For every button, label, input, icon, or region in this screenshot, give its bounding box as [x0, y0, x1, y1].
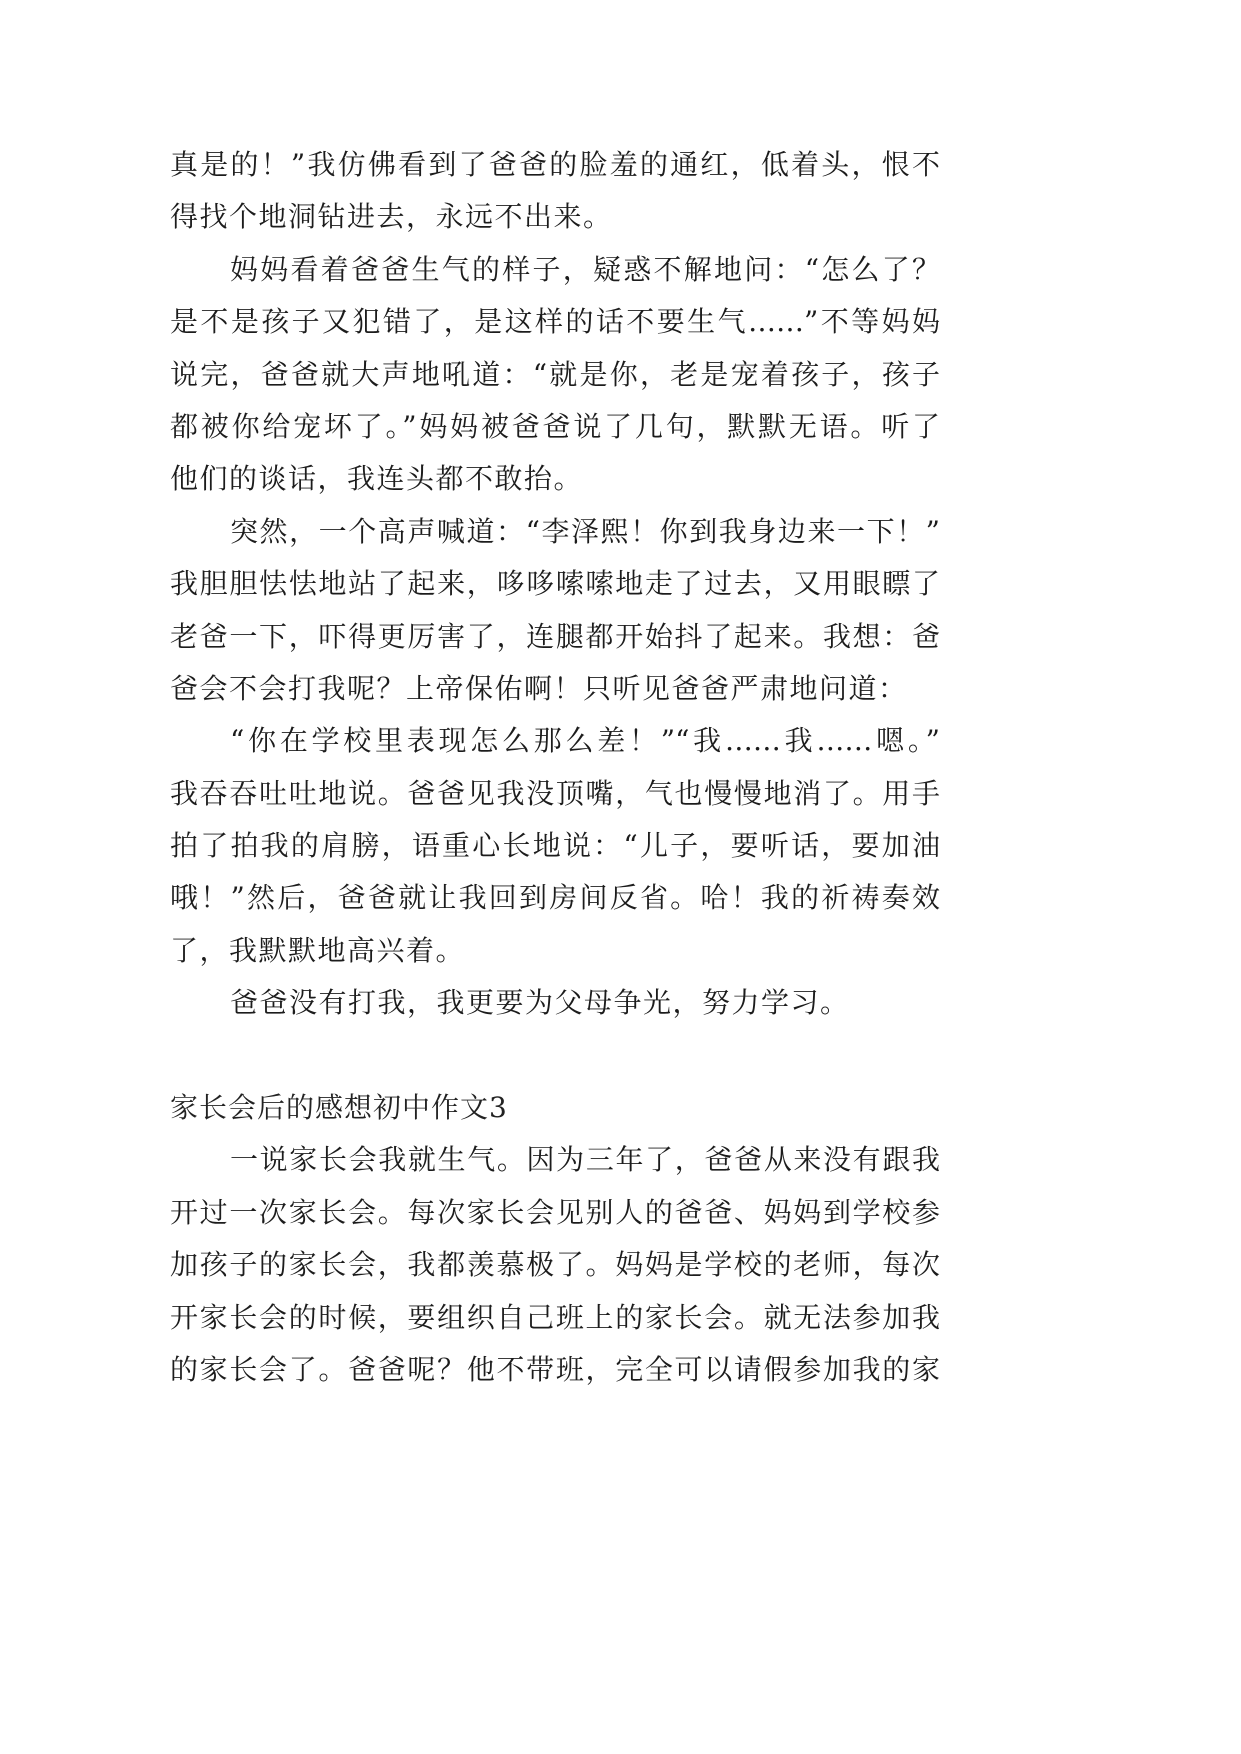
- text-line: 加孩子的家长会，我都羡慕极了。妈妈是学校的老师，每次: [170, 1248, 940, 1282]
- text-line: 开过一次家长会。每次家长会见别人的爸爸、妈妈到学校参: [170, 1195, 940, 1229]
- text-line: 爸会不会打我呢？上帝保佑啊！只听见爸爸严肃地问道：: [170, 671, 908, 705]
- text-line: 拍了拍我的肩膀，语重心长地说：“儿子，要听话，要加油: [170, 829, 940, 863]
- text-line: 说完，爸爸就大声地吼道：“就是你，老是宠着孩子，孩子: [170, 357, 940, 391]
- paragraph: [170, 715, 940, 977]
- text-line: 我胆胆怯怯地站了起来，哆哆嗦嗦地走了过去，又用眼瞟了: [170, 567, 940, 601]
- paragraph: [170, 506, 940, 716]
- text-line: 妈妈看着爸爸生气的样子，疑惑不解地问：“怎么了？: [230, 252, 940, 286]
- section-heading: 家长会后的感想初中作文3: [170, 1091, 508, 1125]
- text-line: 突然，一个高声喊道：“李泽熙！你到我身边来一下！”: [230, 514, 940, 548]
- text-line: 得找个地洞钻进去，永远不出来。: [170, 200, 613, 234]
- text-line: 是不是孩子又犯错了，是这样的话不要生气……”不等妈妈: [170, 305, 940, 339]
- text-line: 开家长会的时候，要组织自己班上的家长会。就无法参加我: [170, 1300, 940, 1334]
- paragraph: [170, 1134, 940, 1396]
- text-line: 了，我默默地高兴着。: [170, 933, 466, 967]
- text-line: 他们的谈话，我连头都不敢抬。: [170, 462, 584, 496]
- paragraph: [170, 139, 940, 244]
- text-line: 的家长会了。爸爸呢？他不带班，完全可以请假参加我的家: [170, 1352, 940, 1386]
- paragraph: [170, 977, 940, 1029]
- text-line: 哦！”然后，爸爸就让我回到房间反省。哈！我的祈祷奏效: [170, 881, 940, 915]
- text-line: 真是的！”我仿佛看到了爸爸的脸羞的通红，低着头，恨不: [170, 148, 940, 181]
- text-line: 我吞吞吐吐地说。爸爸见我没顶嘴，气也慢慢地消了。用手: [170, 776, 940, 810]
- document-body: [170, 139, 940, 1396]
- text-line: 一说家长会我就生气。因为三年了，爸爸从来没有跟我: [230, 1143, 940, 1177]
- text-line: 老爸一下，吓得更厉害了，连腿都开始抖了起来。我想：爸: [170, 619, 940, 653]
- text-line: “你在学校里表现怎么那么差！”“我……我……嗯。”: [230, 724, 940, 758]
- paragraph: [170, 244, 940, 506]
- text-line: 爸爸没有打我，我更要为父母争光，努力学习。: [230, 986, 850, 1020]
- text-line: 都被你给宠坏了。”妈妈被爸爸说了几句，默默无语。听了: [170, 409, 940, 443]
